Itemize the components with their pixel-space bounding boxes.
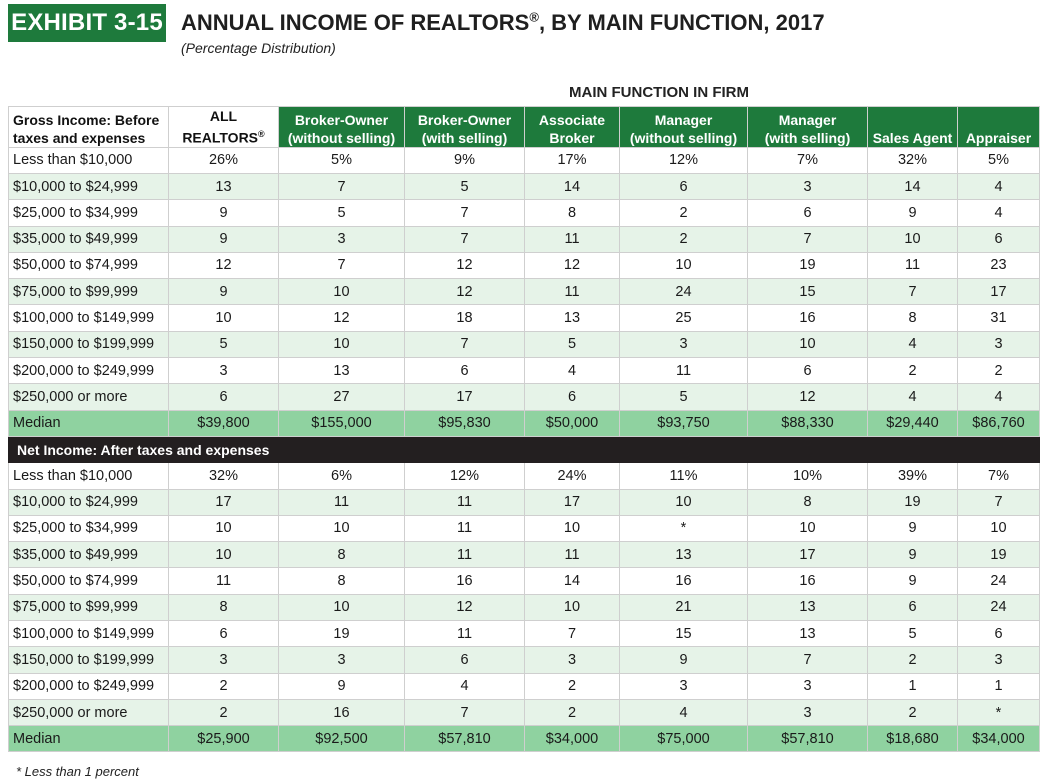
table-cell: 19 (868, 489, 958, 515)
col-header-manager-with (748, 107, 868, 148)
col-header-line1: Manager (778, 111, 837, 128)
table-cell: 6 (405, 647, 525, 673)
table-cell: 3 (525, 647, 620, 673)
table-cell: 18 (405, 305, 525, 331)
table-cell: 8 (279, 568, 405, 594)
table-cell: 9 (868, 515, 958, 541)
table-cell: 17 (748, 542, 868, 568)
all-header-line2 (173, 125, 274, 147)
table-cell: 7 (279, 252, 405, 278)
table-cell: 13 (279, 358, 405, 384)
table-cell: $25,900 (169, 726, 279, 752)
col-header-line1: Broker-Owner (417, 111, 512, 128)
gross-table-row (9, 331, 1040, 357)
table-cell: 32% (169, 463, 279, 489)
table-cell: 14 (525, 568, 620, 594)
table-cell: 1 (868, 673, 958, 699)
row-label: Median (9, 726, 169, 752)
net-table-row (9, 515, 1040, 541)
table-cell: 24% (525, 463, 620, 489)
table-cell: 4 (525, 358, 620, 384)
table-cell: 13 (169, 173, 279, 199)
table-cell: 11% (620, 463, 748, 489)
table-cell: 11 (525, 542, 620, 568)
table-cell: 25 (620, 305, 748, 331)
table-cell: 39% (868, 463, 958, 489)
page-subtitle: (Percentage Distribution) (181, 40, 336, 56)
col-header-broker-owner-with (405, 107, 525, 148)
net-median-row (9, 726, 1040, 752)
table-cell: 9 (169, 279, 279, 305)
table-cell: 14 (525, 173, 620, 199)
table-cell: 31 (958, 305, 1040, 331)
all-header-text: REALTORS (182, 129, 259, 146)
table-cell: 5 (405, 173, 525, 199)
table-cell: 2 (525, 699, 620, 725)
row-label: $200,000 to $249,999 (9, 358, 169, 384)
table-cell: 17 (525, 489, 620, 515)
table-cell: 9 (169, 200, 279, 226)
table-cell: 10 (169, 305, 279, 331)
table-cell: 15 (620, 621, 748, 647)
net-table-row (9, 489, 1040, 515)
table-cell: 5 (525, 331, 620, 357)
table-cell: 9 (868, 568, 958, 594)
table-cell: 6 (958, 226, 1040, 252)
table-cell: 4 (868, 331, 958, 357)
net-income-section-label: Net Income: After taxes and expenses (9, 436, 1040, 462)
col-header-sales-agent (868, 107, 958, 148)
table-cell: 10 (169, 515, 279, 541)
col-header-line1: Associate (538, 111, 606, 128)
table-cell: 8 (748, 489, 868, 515)
table-cell: 7 (405, 226, 525, 252)
table-cell: $57,810 (748, 726, 868, 752)
row-label: Less than $10,000 (9, 147, 169, 173)
all-header-registered-mark: ® (258, 129, 265, 139)
table-cell: 5 (169, 331, 279, 357)
table-cell: $86,760 (958, 410, 1040, 436)
table-cell: 13 (620, 542, 748, 568)
table-cell: 10 (620, 489, 748, 515)
table-cell: 12 (405, 279, 525, 305)
table-cell: 3 (620, 673, 748, 699)
table-cell: 8 (169, 594, 279, 620)
row-label: $150,000 to $199,999 (9, 647, 169, 673)
gross-table-row (9, 305, 1040, 331)
gross-income-header (9, 107, 169, 148)
table-cell: 10 (868, 226, 958, 252)
table-cell: 2 (958, 358, 1040, 384)
table-cell: 3 (958, 647, 1040, 673)
row-label: $150,000 to $199,999 (9, 331, 169, 357)
table-cell: $39,800 (169, 410, 279, 436)
table-cell: 24 (958, 594, 1040, 620)
table-cell: $75,000 (620, 726, 748, 752)
table-cell: 5 (620, 384, 748, 410)
table-cell: 6 (169, 384, 279, 410)
gross-table-row (9, 147, 1040, 173)
row-label: $35,000 to $49,999 (9, 542, 169, 568)
table-cell: $34,000 (525, 726, 620, 752)
table-header-row (9, 107, 1040, 148)
col-header-associate-broker (525, 107, 620, 148)
net-table-row (9, 594, 1040, 620)
gross-header-line2: taxes and expenses (13, 129, 146, 146)
table-cell: 19 (748, 252, 868, 278)
gross-table-row (9, 358, 1040, 384)
table-cell: $93,750 (620, 410, 748, 436)
net-table-row (9, 699, 1040, 725)
table-cell: 8 (525, 200, 620, 226)
table-cell: 6 (958, 621, 1040, 647)
table-cell: $29,440 (868, 410, 958, 436)
table-cell: 7 (405, 331, 525, 357)
col-header-line1: Sales Agent (872, 129, 953, 146)
table-cell: 9 (279, 673, 405, 699)
table-cell: 24 (958, 568, 1040, 594)
table-cell: 3 (620, 331, 748, 357)
table-cell: 10 (279, 515, 405, 541)
col-header-line2: (without selling) (629, 129, 738, 146)
row-label: $35,000 to $49,999 (9, 226, 169, 252)
row-label: $75,000 to $99,999 (9, 594, 169, 620)
table-cell: 3 (748, 673, 868, 699)
table-cell: * (958, 699, 1040, 725)
table-cell: 9 (868, 542, 958, 568)
table-cell: 11 (405, 515, 525, 541)
table-cell: 10 (525, 594, 620, 620)
table-cell: 16 (748, 305, 868, 331)
row-label: $50,000 to $74,999 (9, 568, 169, 594)
gross-table-row (9, 226, 1040, 252)
table-cell: $50,000 (525, 410, 620, 436)
table-cell: 7 (748, 226, 868, 252)
table-cell: 6 (525, 384, 620, 410)
table-cell: 13 (748, 621, 868, 647)
table-cell: 21 (620, 594, 748, 620)
table-cell: 10 (279, 594, 405, 620)
table-cell: * (620, 515, 748, 541)
table-cell: 26% (169, 147, 279, 173)
table-cell: 10 (279, 279, 405, 305)
table-cell: 2 (620, 226, 748, 252)
table-cell: 13 (525, 305, 620, 331)
table-cell: 6 (405, 358, 525, 384)
table-cell: 4 (958, 384, 1040, 410)
table-cell: 32% (868, 147, 958, 173)
table-cell: 10 (525, 515, 620, 541)
col-header-manager-without (620, 107, 748, 148)
net-table-row (9, 673, 1040, 699)
col-header-broker-owner-without (279, 107, 405, 148)
table-cell: 7 (748, 647, 868, 673)
row-label: $100,000 to $149,999 (9, 621, 169, 647)
table-cell: 7 (525, 621, 620, 647)
table-cell: 11 (405, 489, 525, 515)
table-cell: 6 (748, 358, 868, 384)
table-cell: 12 (169, 252, 279, 278)
table-cell: 2 (868, 699, 958, 725)
table-cell: 3 (169, 647, 279, 673)
table-cell: 10 (748, 515, 868, 541)
table-cell: 7 (958, 489, 1040, 515)
table-cell: 5 (279, 200, 405, 226)
table-cell: 10 (748, 331, 868, 357)
page-title (181, 10, 825, 36)
table-cell: $88,330 (748, 410, 868, 436)
row-label: Less than $10,000 (9, 463, 169, 489)
table-cell: 6 (748, 200, 868, 226)
table-cell: 7% (958, 463, 1040, 489)
table-cell: 11 (525, 279, 620, 305)
table-cell: 7 (868, 279, 958, 305)
table-cell: 17 (958, 279, 1040, 305)
table-cell: 3 (748, 173, 868, 199)
table-cell: 4 (868, 384, 958, 410)
table-cell: 7 (405, 200, 525, 226)
table-cell: 8 (279, 542, 405, 568)
table-cell: $34,000 (958, 726, 1040, 752)
table-cell: 11 (279, 489, 405, 515)
footnote: * Less than 1 percent (16, 764, 139, 779)
row-label: $50,000 to $74,999 (9, 252, 169, 278)
table-cell: 11 (405, 621, 525, 647)
table-cell: 4 (958, 173, 1040, 199)
table-cell: 5% (279, 147, 405, 173)
table-cell: 9 (620, 647, 748, 673)
main-function-label: MAIN FUNCTION IN FIRM (569, 84, 749, 101)
table-cell: 11 (525, 226, 620, 252)
table-cell: 9 (169, 226, 279, 252)
gross-table-row (9, 173, 1040, 199)
table-cell: 19 (279, 621, 405, 647)
table-cell: 19 (958, 542, 1040, 568)
col-header-line2: (with selling) (421, 129, 508, 146)
exhibit-badge: EXHIBIT 3-15 (8, 4, 166, 42)
table-cell: 11 (405, 542, 525, 568)
title-main: ANNUAL INCOME OF REALTORS (181, 10, 530, 35)
table-cell: $92,500 (279, 726, 405, 752)
table-cell: 2 (525, 673, 620, 699)
gross-header-line1: Gross Income: Before (13, 111, 160, 128)
table-cell: 15 (748, 279, 868, 305)
table-cell: 14 (868, 173, 958, 199)
table-cell: 12 (405, 594, 525, 620)
all-header-line1: ALL (209, 108, 238, 124)
row-label: $100,000 to $149,999 (9, 305, 169, 331)
table-cell: 3 (958, 331, 1040, 357)
col-header-line2: (with selling) (764, 129, 851, 146)
table-cell: 5 (868, 621, 958, 647)
title-registered-mark: ® (529, 9, 539, 25)
col-header-appraiser (958, 107, 1040, 148)
table-cell: 7% (748, 147, 868, 173)
table-cell: 10 (958, 515, 1040, 541)
table-cell: 2 (620, 200, 748, 226)
table-cell: 3 (279, 226, 405, 252)
net-income-section-row (9, 436, 1040, 462)
col-header-line1: Broker-Owner (294, 111, 389, 128)
all-realtors-header (169, 107, 279, 148)
table-cell: 11 (868, 252, 958, 278)
table-cell: 16 (748, 568, 868, 594)
table-cell: $57,810 (405, 726, 525, 752)
gross-median-row (9, 410, 1040, 436)
table-cell: 9 (868, 200, 958, 226)
table-cell: 6 (620, 173, 748, 199)
table-cell: 3 (748, 699, 868, 725)
col-header-line1: Manager (654, 111, 713, 128)
table-cell: 13 (748, 594, 868, 620)
table-cell: 24 (620, 279, 748, 305)
table-cell: 2 (169, 673, 279, 699)
net-table-row (9, 647, 1040, 673)
table-cell: 17 (405, 384, 525, 410)
table-cell: 17 (169, 489, 279, 515)
table-cell: 2 (868, 358, 958, 384)
row-label: $200,000 to $249,999 (9, 673, 169, 699)
row-label: $250,000 or more (9, 384, 169, 410)
table-cell: 6 (169, 621, 279, 647)
table-cell: $18,680 (868, 726, 958, 752)
table-cell: 27 (279, 384, 405, 410)
table-cell: 3 (169, 358, 279, 384)
table-cell: 12 (748, 384, 868, 410)
gross-table-row (9, 200, 1040, 226)
table-cell: 12 (279, 305, 405, 331)
gross-table-row (9, 384, 1040, 410)
row-label: $10,000 to $24,999 (9, 489, 169, 515)
table-cell: 10% (748, 463, 868, 489)
net-table-row (9, 568, 1040, 594)
row-label: Median (9, 410, 169, 436)
table-cell: 1 (958, 673, 1040, 699)
table-cell: 10 (620, 252, 748, 278)
table-cell: 23 (958, 252, 1040, 278)
net-table-row (9, 621, 1040, 647)
table-cell: 16 (405, 568, 525, 594)
table-cell: 11 (169, 568, 279, 594)
table-cell: 6 (868, 594, 958, 620)
table-cell: 7 (405, 699, 525, 725)
net-table-row (9, 463, 1040, 489)
row-label: $25,000 to $34,999 (9, 515, 169, 541)
table-cell: 16 (279, 699, 405, 725)
table-cell: $95,830 (405, 410, 525, 436)
row-label: $250,000 or more (9, 699, 169, 725)
table-cell: 2 (169, 699, 279, 725)
income-table (8, 106, 1040, 752)
table-cell: 12 (525, 252, 620, 278)
table-cell: 2 (868, 647, 958, 673)
row-label: $25,000 to $34,999 (9, 200, 169, 226)
table-cell: 8 (868, 305, 958, 331)
table-cell: 10 (279, 331, 405, 357)
table-cell: 4 (405, 673, 525, 699)
table-cell: 3 (279, 647, 405, 673)
table-cell: 12% (620, 147, 748, 173)
net-table-row (9, 542, 1040, 568)
table-cell: 9% (405, 147, 525, 173)
row-label: $10,000 to $24,999 (9, 173, 169, 199)
gross-table-row (9, 252, 1040, 278)
title-rest: , BY MAIN FUNCTION, 2017 (538, 10, 825, 35)
table-cell: 7 (279, 173, 405, 199)
col-header-line2: Broker (549, 129, 595, 146)
row-label: $75,000 to $99,999 (9, 279, 169, 305)
table-cell: 11 (620, 358, 748, 384)
table-cell: 12 (405, 252, 525, 278)
table-cell: 10 (169, 542, 279, 568)
gross-table-row (9, 279, 1040, 305)
col-header-line1: Appraiser (965, 129, 1032, 146)
table-cell: 5% (958, 147, 1040, 173)
table-cell: 16 (620, 568, 748, 594)
table-cell: 4 (958, 200, 1040, 226)
table-cell: 6% (279, 463, 405, 489)
table-cell: 17% (525, 147, 620, 173)
col-header-line2: (without selling) (287, 129, 396, 146)
table-cell: 12% (405, 463, 525, 489)
table-cell: 4 (620, 699, 748, 725)
income-table-body (9, 147, 1040, 752)
table-cell: $155,000 (279, 410, 405, 436)
